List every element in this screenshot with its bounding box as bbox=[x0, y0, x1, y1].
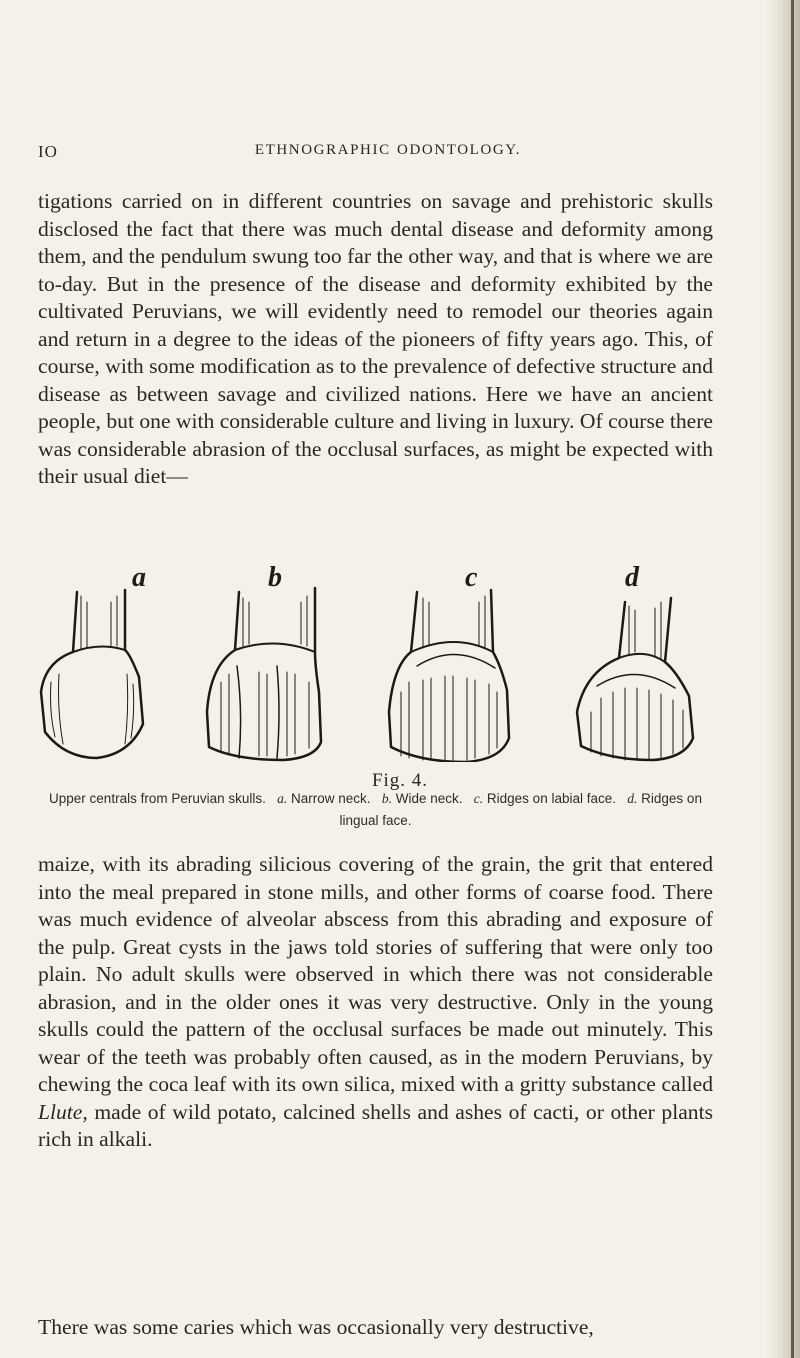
caption-lead: Upper centrals from Peruvian skulls. bbox=[49, 791, 266, 806]
caption-text-b: Wide neck. bbox=[395, 791, 463, 806]
figure-number: Fig. 4. bbox=[371, 770, 429, 791]
figure-label-a: a bbox=[132, 562, 146, 593]
paragraph-top: tigations carried on in different countries on savage and prehistoric skulls disclosed the fact that there was much dental disease and deformity among them, and the pendulum swung too far the other way, and that is where we are to-day. But in the presence of the disease and deformity exhibited by the cultivated Peruvians, we will evidently need to remodel our theories again and return in a degree to the ideas of the pioneers of fifty years ago. This, of course, with some modification as to the prevalence of defective structure and disease as between savage and civilized nations. Here we have an ancient people, but one with considerable culture and living in luxury. Of course there was considerable abrasion of the occlusal surfaces, as might be expected with their usual diet— bbox=[38, 189, 714, 488]
page-header bbox=[38, 142, 738, 166]
paragraph-final: There was some caries which was occasionally very destructive, bbox=[38, 1315, 594, 1339]
paragraph-bottom bbox=[38, 851, 713, 1154]
figure-4 bbox=[25, 562, 725, 762]
running-head: ETHNOGRAPHIC ODONTOLOGY. bbox=[254, 142, 522, 158]
figure-label-b: b bbox=[268, 562, 282, 593]
tooth-a-illustration bbox=[41, 590, 143, 758]
caption-key-d: d. bbox=[627, 791, 638, 806]
caption-key-a: a. bbox=[277, 791, 288, 806]
teeth-illustration bbox=[25, 562, 725, 762]
page-edge-line bbox=[791, 0, 794, 1358]
caption-key-b: b. bbox=[381, 791, 392, 806]
paragraph-bottom-text: maize, with its abrading silicious covering of the grain, the grit that entered into the meal prepared in stone mills, and other forms of coarse food. There was much evidence of alveolar abscess from this abrading and exposure of the pulp. Great cysts in the jaws told stories of suffering that were only too plain. No adult skulls were observed in which there was not considerable abrasion, and in the older ones it was very destructive. Only in the young skulls could the pattern of the occlusal surfaces be made out minutely. This wear of the teeth was probably often caused, as in the modern Peruvians, by chewing the coca leaf with its own silica, mixed with a gritty substance called bbox=[38, 852, 713, 1096]
tooth-d-illustration bbox=[577, 598, 693, 760]
tooth-b-illustration bbox=[207, 588, 321, 760]
paragraph-bottom-italic: Llute, bbox=[38, 1099, 88, 1124]
page-edge-shadow bbox=[766, 0, 800, 1358]
figure-label-c: c bbox=[465, 562, 478, 593]
caption-text-c: Ridges on labial face. bbox=[486, 791, 616, 806]
figure-caption bbox=[38, 788, 713, 832]
paragraph-bottom-end: made of wild potato, calcined shells and ashes of cacti, or other plants rich in alkali. bbox=[38, 1099, 714, 1151]
caption-text-d: Ridges on lingual face. bbox=[339, 791, 702, 828]
page-number: IO bbox=[38, 142, 58, 161]
figure-label-d: d bbox=[625, 562, 639, 593]
tooth-c-illustration bbox=[389, 590, 509, 762]
caption-text-a: Narrow neck. bbox=[291, 791, 371, 806]
caption-key-c: c. bbox=[473, 791, 484, 806]
